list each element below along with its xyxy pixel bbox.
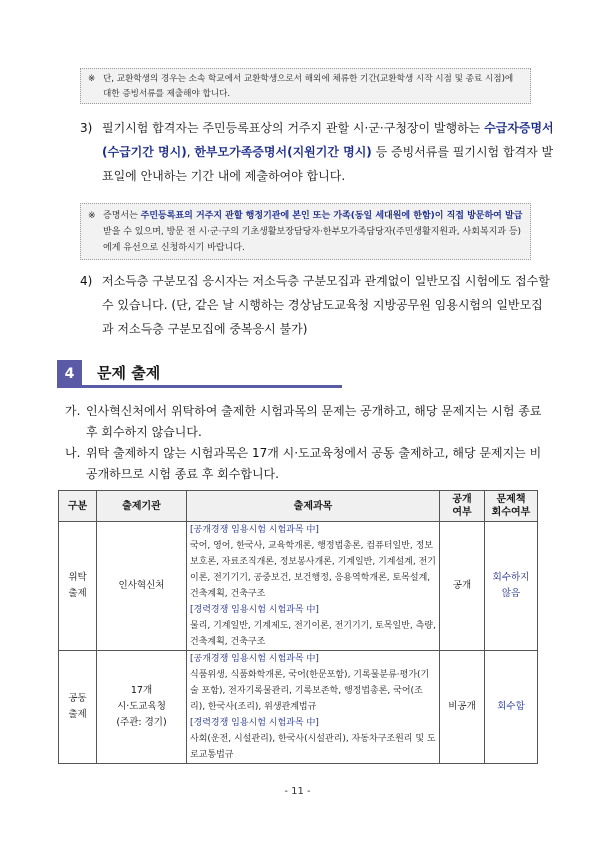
subjects-cell	[187, 651, 440, 764]
text-segment: 필기시험 합격자는 주민등록표상의 거주지 관할 시·군·구청장이 발행하는	[102, 121, 485, 135]
category-cell	[59, 651, 97, 764]
subject-heading: [경력경쟁 임용시험 시험과목 中]	[190, 605, 319, 615]
item-text	[102, 116, 554, 188]
bold-segment: 수급자증명서(수급기간 명시)	[102, 121, 554, 159]
cell-line: 출제	[68, 709, 87, 720]
recovery-cell	[485, 522, 538, 651]
header-line: 여부	[452, 507, 472, 518]
subject-list: 사회(운전, 시설관리), 한국사(시설관리), 자동차구조원리 및 도로교통법규	[190, 734, 436, 760]
subject-list: 물리, 기계일반, 기계제도, 전기이론, 전기기기, 토목일반, 측량, 건축계획, 건축구조	[190, 621, 436, 647]
cell-line: 회수하지	[492, 572, 530, 583]
header-category: 구분	[59, 491, 97, 522]
bold-segment: 주민등록표의 거주지 관할 행정기관에 본인 또는 가족(동일 세대원에 한함)이 직접 방문하여 발급	[140, 211, 523, 221]
cell-line: 출제	[68, 588, 87, 599]
category-cell	[59, 522, 97, 651]
paragraph-marker: 가.	[65, 404, 81, 418]
item-number: 4)	[80, 274, 93, 288]
header-line: 공개	[452, 494, 472, 505]
table-row	[59, 522, 538, 651]
exam-subject-table	[58, 490, 538, 764]
text-segment: ,	[186, 145, 195, 159]
disclosure-cell: 비공개	[440, 651, 485, 764]
table-header-row	[59, 491, 538, 522]
subject-list: 국어, 영어, 한국사, 교육학개론, 행정법총론, 컴퓨터일반, 정보보호론, 자료조직개론, 정보봉사개론, 기계일반, 기계설계, 전기이론, 전기기기, 공중보건, 보건행정, 응용역학개론, 토목설계, 건축계획, 건축구조	[190, 541, 436, 599]
subject-heading: [공개경쟁 임용시험 시험과목 中]	[190, 654, 319, 664]
text-segment: 받을 수 있으며, 방문 전 시·군·구의 기초생활보장담당자·한부모가족담당자(주민생활지원과, 사회복지과 등)에게 유선으로 신청하시기 바랍니다.	[103, 227, 522, 253]
paragraph-text: 인사혁신처에서 위탁하여 출제한 시험과목의 문제는 공개하고, 해당 문제지는 시험 종료 후 회수하지 않습니다.	[86, 404, 542, 439]
section-header	[57, 360, 342, 388]
header-line: 회수여부	[491, 507, 531, 518]
subject-heading: [경력경쟁 임용시험 시험과목 中]	[190, 718, 319, 728]
table-row	[59, 651, 538, 764]
disclosure-cell: 공개	[440, 522, 485, 651]
page-number: - 11 -	[284, 786, 311, 797]
section-number: 4	[57, 360, 82, 388]
cell-line: 시·도교육청	[117, 701, 166, 712]
cell-line: 공동	[68, 693, 87, 704]
header-agency: 출제기관	[97, 491, 187, 522]
item-text: 저소득층 구분모집 응시자는 저소득층 구분모집과 관계없이 일반모집 시험에도 접수할 수 있습니다. (단, 같은 날 시행하는 경상남도교육청 지방공무원 임용시험의 일반모집과 저소득층 구분모집에 중복응시 불가)	[102, 274, 550, 336]
cell-line: (주관: 경기)	[116, 717, 167, 728]
subjects-cell	[187, 522, 440, 651]
header-disclosure	[440, 491, 485, 522]
cell-line: 위탁	[68, 572, 87, 583]
agency-cell: 인사혁신처	[97, 522, 187, 651]
recovery-cell: 회수함	[485, 651, 538, 764]
header-recovery	[485, 491, 538, 522]
cell-line: 않음	[501, 588, 521, 599]
notice-box-certificate	[80, 203, 531, 260]
text-segment: 등 증빙서류를 필기시험 합격자 발표일에 안내하는 기간 내에 제출하여야 합니다.	[102, 145, 554, 183]
cell-line: 17개	[130, 685, 153, 696]
bold-segment: 한부모가족증명서(지원기간 명시)	[194, 145, 372, 159]
text-segment: 증명서는	[103, 211, 141, 221]
section-title: 문제 출제	[97, 364, 161, 382]
notice-box-exchange-student	[80, 68, 531, 104]
note-text: 단, 교환학생의 경우는 소속 학교에서 교환학생으로서 해외에 체류한 기간(교환학생 시작 시점 및 종료 시점)에 대한 증빙서류를 제출해야 합니다.	[103, 74, 514, 99]
subject-heading: [공개경쟁 임용시험 시험과목 中]	[190, 525, 319, 535]
subject-list: 식품위생, 식품화학개론, 국어(한문포함), 기록물분류·평가(기술 포함), 전자기록물관리, 기록보존학, 행정법총론, 국어(조리), 한국사(조리), 위생관계법규	[190, 670, 430, 712]
paragraph-text: 위탁 출제하지 않는 시험과목은 17개 시·도교육청에서 공동 출제하고, 해당 문제지는 비공개하므로 시험 종료 후 회수합니다.	[86, 446, 542, 481]
item-number: 3)	[80, 121, 93, 135]
paragraph-marker: 나.	[65, 446, 81, 460]
note-marker: ※	[88, 211, 96, 221]
header-subjects: 출제과목	[187, 491, 440, 522]
header-line: 문제책	[496, 494, 526, 505]
note-marker: ※	[88, 74, 96, 84]
agency-cell	[97, 651, 187, 764]
